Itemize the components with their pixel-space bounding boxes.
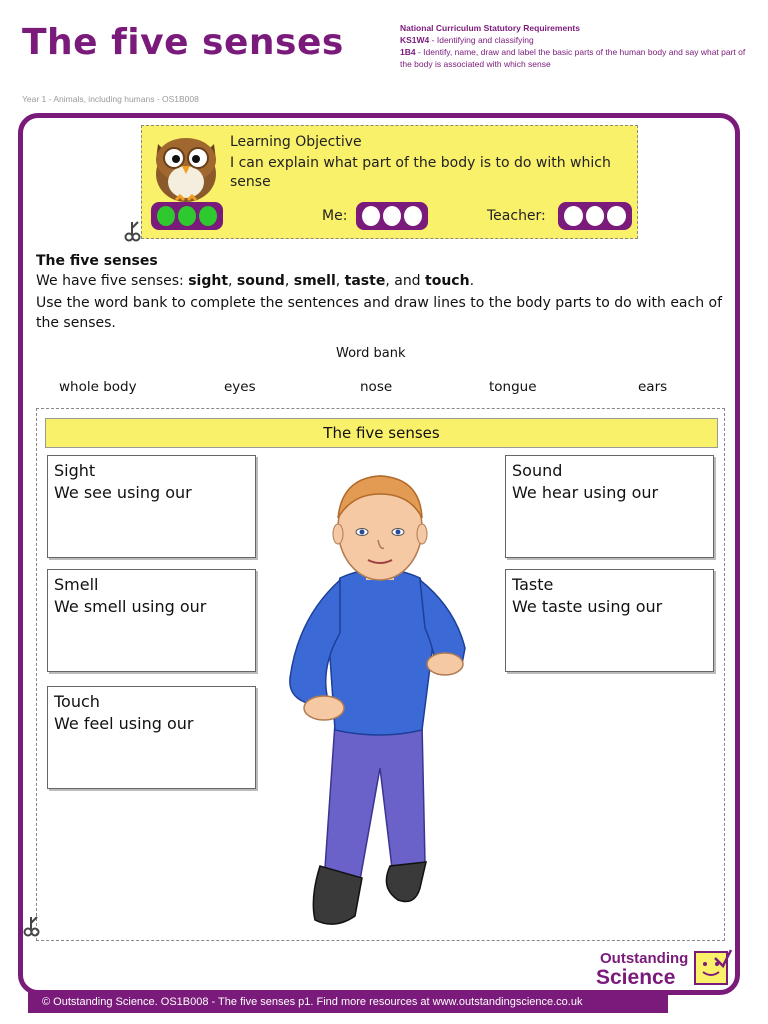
logo-text-line1: Outstanding bbox=[600, 950, 689, 967]
requirement-1 bbox=[400, 34, 750, 46]
requirement-2-code: 1B4 bbox=[400, 47, 416, 57]
rating-dot[interactable] bbox=[586, 206, 605, 226]
boy-illustration bbox=[280, 468, 480, 940]
sense-sentence: We hear using our bbox=[512, 483, 659, 502]
rating-dot bbox=[157, 206, 175, 226]
requirement-2-text: - Identify, name, draw and label the basic parts of the human body and say what part of the body is associated with which sense bbox=[400, 47, 746, 69]
sense-box-taste[interactable] bbox=[505, 569, 714, 672]
page-title: The five senses bbox=[22, 22, 344, 63]
intro-senses-line: We have five senses: sight, sound, smell, taste, and touch. bbox=[36, 273, 475, 289]
sense-box-smell[interactable] bbox=[47, 569, 256, 672]
page-subtitle: Year 1 - Animals, including humans - OS1B008 bbox=[22, 94, 199, 104]
rating-dot[interactable] bbox=[404, 206, 422, 226]
sense-word: sound bbox=[236, 273, 285, 289]
rating-dot bbox=[178, 206, 196, 226]
sense-box-sight[interactable] bbox=[47, 455, 256, 558]
rating-dot[interactable] bbox=[607, 206, 626, 226]
activity-banner: The five senses bbox=[45, 418, 718, 448]
word-bank-word: eyes bbox=[224, 379, 256, 395]
scissors-icon bbox=[123, 220, 141, 242]
footer-bar: © Outstanding Science. OS1B008 - The five senses p1. Find more resources at www.outstandingscience.co.uk bbox=[28, 991, 668, 1013]
owl-icon bbox=[148, 130, 224, 204]
sense-name: Sound bbox=[512, 461, 563, 480]
learning-objective-title: Learning Objective bbox=[230, 134, 362, 150]
word-bank-word: ears bbox=[638, 379, 668, 395]
sense-name: Touch bbox=[54, 692, 100, 711]
rating-dot[interactable] bbox=[564, 206, 583, 226]
requirement-1-text: - Identifying and classifying bbox=[429, 35, 534, 45]
teacher-label: Teacher: bbox=[487, 208, 546, 224]
sense-name: Smell bbox=[54, 575, 99, 594]
teacher-rating[interactable] bbox=[558, 202, 632, 230]
word-bank-word: tongue bbox=[489, 379, 537, 395]
sense-word: sight bbox=[188, 273, 229, 289]
word-bank-title: Word bank bbox=[336, 346, 406, 361]
sense-box-touch[interactable] bbox=[47, 686, 256, 789]
sense-name: Sight bbox=[54, 461, 96, 480]
requirement-1-code: KS1W4 bbox=[400, 35, 430, 45]
rating-dot[interactable] bbox=[362, 206, 380, 226]
smiley-tick-icon bbox=[693, 948, 733, 988]
curriculum-heading: National Curriculum Statutory Requirements bbox=[400, 23, 580, 33]
sense-word: touch bbox=[425, 273, 470, 289]
sense-sentence: We taste using our bbox=[512, 597, 663, 616]
logo-text-line2: Science bbox=[596, 966, 676, 989]
word-bank-word: nose bbox=[360, 379, 393, 395]
learning-objective-text: I can explain what part of the body is to do with which sense bbox=[230, 155, 611, 190]
sense-box-sound[interactable] bbox=[505, 455, 714, 558]
me-rating[interactable] bbox=[356, 202, 428, 230]
sense-sentence: We see using our bbox=[54, 483, 192, 502]
scissors-icon bbox=[22, 915, 40, 937]
me-label: Me: bbox=[322, 208, 348, 224]
sense-name: Taste bbox=[512, 575, 554, 594]
sense-sentence: We feel using our bbox=[54, 714, 194, 733]
intro-prefix: We have five senses: bbox=[36, 273, 189, 289]
intro-instructions: Use the word bank to complete the sentences and draw lines to the body parts to do with each of the senses. bbox=[36, 295, 723, 331]
rating-dot[interactable] bbox=[383, 206, 401, 226]
owl-rating-dots bbox=[151, 202, 223, 230]
word-bank-word: whole body bbox=[59, 379, 137, 395]
intro-heading: The five senses bbox=[36, 253, 158, 269]
curriculum-requirements bbox=[400, 22, 750, 70]
rating-dot bbox=[199, 206, 217, 226]
sense-word: smell bbox=[293, 273, 336, 289]
sense-word: taste bbox=[344, 273, 386, 289]
sense-sentence: We smell using our bbox=[54, 597, 207, 616]
intro-and: and bbox=[394, 273, 421, 289]
requirement-2 bbox=[400, 46, 750, 70]
